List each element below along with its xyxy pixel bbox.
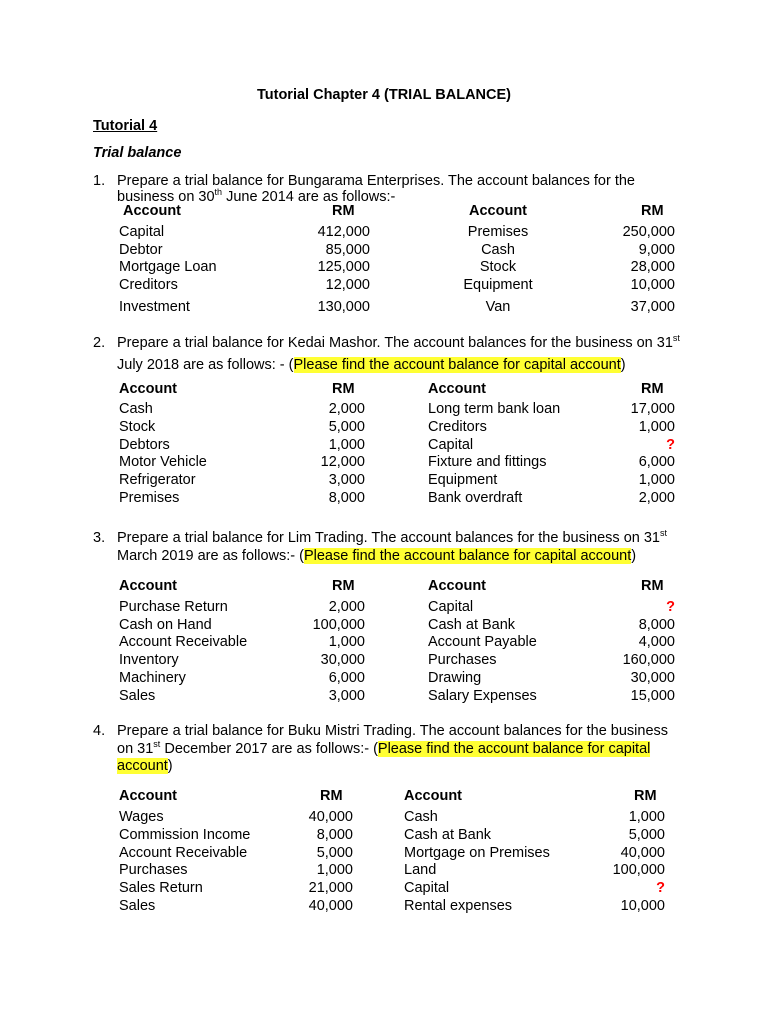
- amount: 10,000: [620, 898, 665, 914]
- table-header: [0, 381, 768, 399]
- amount: 6,000: [638, 454, 675, 470]
- column-header-rm: RM: [634, 788, 657, 804]
- account-name: Equipment: [428, 472, 498, 488]
- column-header-account: Account: [119, 381, 177, 397]
- amount: 5,000: [316, 845, 353, 861]
- table-row: [0, 845, 768, 863]
- highlighted-instruction: Please find the account balance for capital: [377, 741, 651, 757]
- amount: 30,000: [320, 652, 365, 668]
- account-name: Capital: [428, 437, 474, 453]
- account-name: Salary Expenses: [428, 688, 537, 704]
- amount: 250,000: [622, 224, 675, 240]
- table-row: [0, 862, 768, 880]
- column-header-account: Account: [119, 788, 177, 804]
- table-header: [0, 578, 768, 596]
- amount: 4,000: [638, 634, 675, 650]
- question-text: Prepare a trial balance for Kedai Mashor. The account balances for the business on 31st: [117, 333, 680, 351]
- account-name: Debtor: [119, 242, 163, 258]
- amount: 5,000: [328, 419, 365, 435]
- column-header-rm: RM: [332, 381, 355, 397]
- amount: ?: [666, 437, 675, 453]
- highlighted-instruction: Please find the account balance for capital account: [293, 357, 621, 373]
- account-name: Premises: [119, 490, 180, 506]
- question-text: Prepare a trial balance for Lim Trading. The account balances for the business on 31st: [117, 528, 668, 546]
- amount: 412,000: [317, 224, 370, 240]
- account-name: Cash at Bank: [404, 827, 492, 843]
- account-name: Purchases: [119, 862, 188, 878]
- account-name: Long term bank loan: [428, 401, 561, 417]
- question-text-line3: account): [117, 758, 173, 774]
- account-name: Debtors: [119, 437, 170, 453]
- table-row: [0, 490, 768, 508]
- amount: 3,000: [328, 472, 365, 488]
- amount: 1,000: [328, 437, 365, 453]
- column-header-rm: RM: [320, 788, 343, 804]
- table-row: [0, 827, 768, 845]
- table-row: [0, 688, 768, 706]
- account-name: Sales: [119, 898, 156, 914]
- account-name: Drawing: [428, 670, 482, 686]
- amount: 2,000: [328, 599, 365, 615]
- table-row: [0, 437, 768, 455]
- highlighted-instruction: Please find the account balance for capital account: [303, 548, 632, 564]
- amount: 21,000: [308, 880, 353, 896]
- question-text-line2: July 2018 are as follows: - (Please find the account balance for capital account): [117, 357, 626, 373]
- table-row: [0, 419, 768, 437]
- question-text: Prepare a trial balance for Buku Mistri Trading. The account balances for the business: [117, 723, 669, 739]
- column-header-rm: RM: [641, 578, 664, 594]
- account-name: Wages: [119, 809, 164, 825]
- amount: 40,000: [308, 809, 353, 825]
- amount: 10,000: [630, 277, 675, 293]
- column-header-account: Account: [428, 381, 486, 397]
- account-name: Inventory: [119, 652, 179, 668]
- table-row: [0, 242, 768, 260]
- account-name: Motor Vehicle: [119, 454, 207, 470]
- account-name: Refrigerator: [119, 472, 196, 488]
- amount: 2,000: [638, 490, 675, 506]
- table-row: [0, 652, 768, 670]
- column-header-account: Account: [404, 788, 462, 804]
- table-row: [0, 670, 768, 688]
- table-row: [0, 259, 768, 277]
- account-name: Stock: [479, 259, 517, 275]
- account-name: Cash: [119, 401, 153, 417]
- amount: 8,000: [328, 490, 365, 506]
- column-header-rm: RM: [641, 203, 664, 219]
- amount: 17,000: [630, 401, 675, 417]
- amount: 5,000: [628, 827, 665, 843]
- question-text-line2: on 31st December 2017 are as follows:- (Please find the account balance for capital: [117, 739, 651, 757]
- table-header: [0, 203, 768, 221]
- highlighted-instruction-continued: account: [117, 758, 168, 774]
- account-name: Sales Return: [119, 880, 203, 896]
- amount: 40,000: [620, 845, 665, 861]
- account-name: Bank overdraft: [428, 490, 523, 506]
- amount: ?: [656, 880, 665, 896]
- account-name: Mortgage Loan: [119, 259, 217, 275]
- amount: 1,000: [328, 634, 365, 650]
- amount: 85,000: [325, 242, 370, 258]
- amount: 30,000: [630, 670, 675, 686]
- amount: 8,000: [316, 827, 353, 843]
- account-name: Cash on Hand: [119, 617, 212, 633]
- account-name: Rental expenses: [404, 898, 513, 914]
- amount: 1,000: [638, 472, 675, 488]
- account-name: Stock: [119, 419, 156, 435]
- account-name: Purchases: [428, 652, 497, 668]
- account-name: Equipment: [463, 277, 533, 293]
- account-name: Account Payable: [428, 634, 537, 650]
- amount: 9,000: [638, 242, 675, 258]
- amount: 6,000: [328, 670, 365, 686]
- amount: 12,000: [325, 277, 370, 293]
- account-name: Cash: [404, 809, 438, 825]
- question-number: 1.: [93, 173, 106, 189]
- amount: 100,000: [612, 862, 665, 878]
- table-row: [0, 599, 768, 617]
- amount: 2,000: [328, 401, 365, 417]
- amount: 40,000: [308, 898, 353, 914]
- account-name: Machinery: [119, 670, 186, 686]
- account-name: Commission Income: [119, 827, 251, 843]
- table-row: [0, 401, 768, 419]
- account-name: Land: [404, 862, 437, 878]
- column-header-account: Account: [123, 203, 181, 219]
- amount: ?: [666, 599, 675, 615]
- account-name: Creditors: [119, 277, 178, 293]
- account-name: Premises: [467, 224, 529, 240]
- account-name: Cash at Bank: [428, 617, 516, 633]
- account-name: Van: [485, 299, 511, 315]
- table-row: [0, 617, 768, 635]
- tutorial-heading: Tutorial 4: [93, 118, 158, 134]
- amount: 1,000: [628, 809, 665, 825]
- column-header-rm: RM: [332, 203, 355, 219]
- column-header-account: Account: [119, 578, 177, 594]
- account-name: Fixture and fittings: [428, 454, 547, 470]
- amount: 125,000: [317, 259, 370, 275]
- question-number: 3.: [93, 530, 106, 546]
- page-title: Tutorial Chapter 4 (TRIAL BALANCE): [256, 87, 512, 103]
- table-row: [0, 299, 768, 317]
- amount: 37,000: [630, 299, 675, 315]
- account-name: Mortgage on Premises: [404, 845, 550, 861]
- table-row: [0, 472, 768, 490]
- question-number: 4.: [93, 723, 106, 739]
- question-number: 2.: [93, 335, 106, 351]
- table-row: [0, 454, 768, 472]
- amount: 12,000: [320, 454, 365, 470]
- account-name: Capital: [428, 599, 474, 615]
- table-row: [0, 634, 768, 652]
- amount: 1,000: [638, 419, 675, 435]
- column-header-rm: RM: [641, 381, 664, 397]
- amount: 3,000: [328, 688, 365, 704]
- account-name: Cash: [481, 242, 515, 258]
- column-header-account: Account: [469, 203, 527, 219]
- table-header: [0, 788, 768, 806]
- account-name: Account Receivable: [119, 845, 248, 861]
- account-name: Purchase Return: [119, 599, 228, 615]
- question-text-line2: business on 30th June 2014 are as follows:-: [117, 187, 396, 205]
- column-header-account: Account: [428, 578, 486, 594]
- account-name: Sales: [119, 688, 156, 704]
- column-header-rm: RM: [332, 578, 355, 594]
- table-row: [0, 880, 768, 898]
- account-name: Investment: [119, 299, 190, 315]
- account-name: Account Receivable: [119, 634, 248, 650]
- table-row: [0, 277, 768, 295]
- amount: 100,000: [312, 617, 365, 633]
- amount: 8,000: [638, 617, 675, 633]
- amount: 28,000: [630, 259, 675, 275]
- amount: 130,000: [317, 299, 370, 315]
- table-row: [0, 224, 768, 242]
- account-name: Capital: [119, 224, 165, 240]
- table-row: [0, 809, 768, 827]
- account-name: Capital: [404, 880, 450, 896]
- section-subheading: Trial balance: [93, 145, 182, 161]
- amount: 160,000: [622, 652, 675, 668]
- question-text-line2: March 2019 are as follows:- (Please find the account balance for capital account): [117, 548, 637, 564]
- account-name: Creditors: [428, 419, 487, 435]
- question-text: Prepare a trial balance for Bungarama Enterprises. The account balances for the: [117, 173, 635, 189]
- amount: 15,000: [630, 688, 675, 704]
- table-row: [0, 898, 768, 916]
- amount: 1,000: [316, 862, 353, 878]
